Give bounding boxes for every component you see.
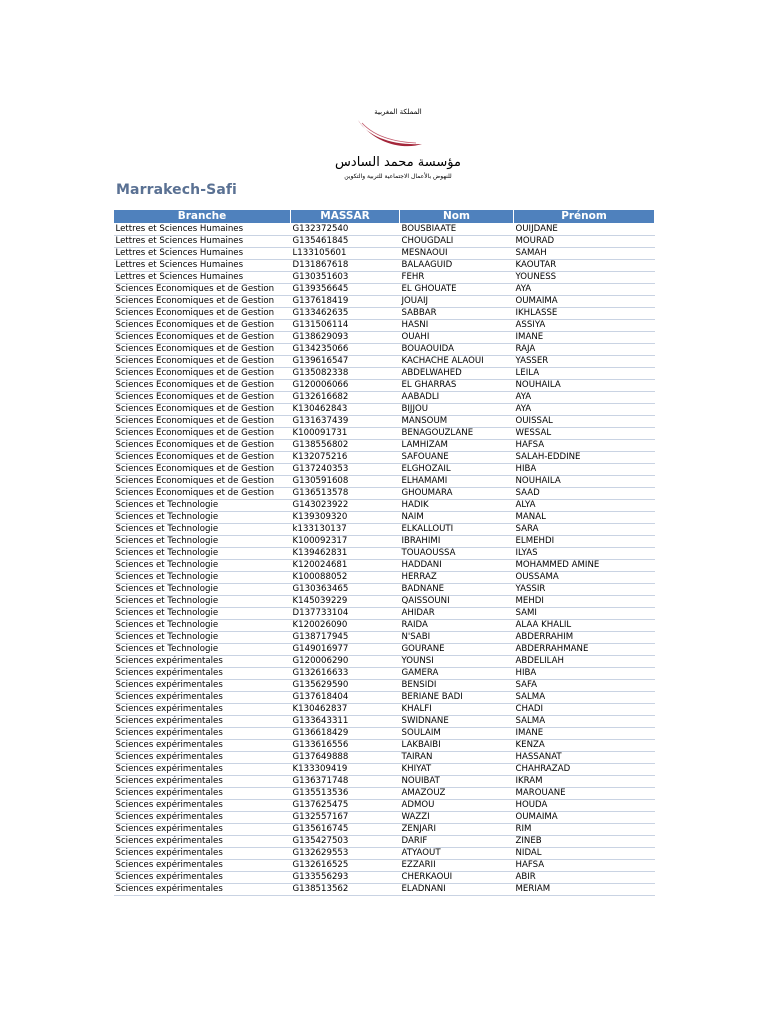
cell-prenom: ABDELILAH <box>514 656 655 668</box>
table-row <box>114 704 655 716</box>
logo-caption: المملكة المغربية <box>374 108 422 116</box>
cell-prenom: OUMAIMA <box>514 812 655 824</box>
cell-branche: Sciences expérimentales <box>114 704 291 716</box>
cell-branche: Lettres et Sciences Humaines <box>114 236 291 248</box>
cell-prenom: YASSER <box>514 356 655 368</box>
cell-prenom: AYA <box>514 404 655 416</box>
table-row <box>114 584 655 596</box>
table-row <box>114 368 655 380</box>
cell-massar: G138717945 <box>291 632 400 644</box>
cell-massar: G138513562 <box>291 884 400 896</box>
cell-nom: SWIDNANE <box>400 716 514 728</box>
table-row <box>114 392 655 404</box>
cell-branche: Sciences expérimentales <box>114 884 291 896</box>
cell-nom: AABADLI <box>400 392 514 404</box>
table-row <box>114 608 655 620</box>
cell-massar: G135616745 <box>291 824 400 836</box>
table-row <box>114 680 655 692</box>
cell-nom: KHIYAT <box>400 764 514 776</box>
table-row <box>114 752 655 764</box>
table-row <box>114 668 655 680</box>
cell-branche: Sciences expérimentales <box>114 740 291 752</box>
cell-nom: ELGHOZAIL <box>400 464 514 476</box>
cell-prenom: CHAHRAZAD <box>514 764 655 776</box>
cell-nom: LAKBAIBI <box>400 740 514 752</box>
cell-nom: TOUAOUSSA <box>400 548 514 560</box>
cell-prenom: KENZA <box>514 740 655 752</box>
table-row <box>114 788 655 800</box>
cell-prenom: SAMI <box>514 608 655 620</box>
cell-massar: G130363465 <box>291 584 400 596</box>
cell-prenom: MAROUANE <box>514 788 655 800</box>
cell-prenom: OUMAIMA <box>514 296 655 308</box>
cell-nom: CHERKAOUI <box>400 872 514 884</box>
cell-nom: ELHAMAMI <box>400 476 514 488</box>
cell-prenom: LEILA <box>514 368 655 380</box>
cell-branche: Lettres et Sciences Humaines <box>114 224 291 236</box>
column-header-nom: Nom <box>400 210 514 224</box>
table-row <box>114 512 655 524</box>
cell-massar: G135629590 <box>291 680 400 692</box>
cell-massar: G137618419 <box>291 296 400 308</box>
table-row <box>114 416 655 428</box>
cell-prenom: ABDERRAHMANE <box>514 644 655 656</box>
cell-massar: G132372540 <box>291 224 400 236</box>
cell-branche: Sciences Economiques et de Gestion <box>114 332 291 344</box>
cell-branche: Sciences Economiques et de Gestion <box>114 368 291 380</box>
table-row <box>114 488 655 500</box>
cell-branche: Sciences Economiques et de Gestion <box>114 380 291 392</box>
table-row <box>114 848 655 860</box>
cell-nom: EL GHARRAS <box>400 380 514 392</box>
cell-branche: Sciences Economiques et de Gestion <box>114 284 291 296</box>
cell-massar: K130462837 <box>291 704 400 716</box>
table-row <box>114 548 655 560</box>
cell-massar: G136618429 <box>291 728 400 740</box>
cell-nom: KHALFI <box>400 704 514 716</box>
cell-massar: G120006290 <box>291 656 400 668</box>
cell-massar: G137240353 <box>291 464 400 476</box>
cell-branche: Sciences expérimentales <box>114 860 291 872</box>
cell-massar: K132075216 <box>291 452 400 464</box>
cell-prenom: MEHDI <box>514 596 655 608</box>
cell-nom: SOULAIM <box>400 728 514 740</box>
cell-nom: EL GHOUATE <box>400 284 514 296</box>
table-row <box>114 404 655 416</box>
cell-prenom: NOUHAILA <box>514 380 655 392</box>
cell-branche: Sciences expérimentales <box>114 656 291 668</box>
cell-massar: G133616556 <box>291 740 400 752</box>
cell-massar: G135082338 <box>291 368 400 380</box>
cell-massar: G131506114 <box>291 320 400 332</box>
cell-branche: Sciences et Technologie <box>114 500 291 512</box>
cell-branche: Sciences expérimentales <box>114 836 291 848</box>
cell-prenom: MOURAD <box>514 236 655 248</box>
cell-prenom: MANAL <box>514 512 655 524</box>
cell-nom: TAIRAN <box>400 752 514 764</box>
table-row <box>114 692 655 704</box>
cell-branche: Sciences et Technologie <box>114 512 291 524</box>
logo-subtitle: للنهوض بالأعمال الاجتماعية للتربية والتكوين <box>344 173 452 180</box>
cell-branche: Sciences Economiques et de Gestion <box>114 476 291 488</box>
cell-nom: FEHR <box>400 272 514 284</box>
cell-prenom: MOHAMMED AMINE <box>514 560 655 572</box>
cell-branche: Sciences expérimentales <box>114 752 291 764</box>
cell-prenom: ASSIYA <box>514 320 655 332</box>
cell-prenom: HAFSA <box>514 860 655 872</box>
cell-massar: G137625475 <box>291 800 400 812</box>
cell-branche: Sciences et Technologie <box>114 608 291 620</box>
cell-massar: K139309320 <box>291 512 400 524</box>
cell-nom: HADDANI <box>400 560 514 572</box>
table-header-row <box>114 210 655 224</box>
cell-branche: Sciences et Technologie <box>114 548 291 560</box>
cell-prenom: OUISSAL <box>514 416 655 428</box>
table-row <box>114 284 655 296</box>
cell-nom: HERRAZ <box>400 572 514 584</box>
logo-name: مؤسسة محمد السادس <box>335 155 461 170</box>
cell-massar: K120024681 <box>291 560 400 572</box>
cell-prenom: ALYA <box>514 500 655 512</box>
cell-branche: Lettres et Sciences Humaines <box>114 260 291 272</box>
cell-prenom: SAFA <box>514 680 655 692</box>
table-row <box>114 464 655 476</box>
table-row <box>114 632 655 644</box>
cell-nom: MANSOUM <box>400 416 514 428</box>
table-row <box>114 644 655 656</box>
cell-massar: G138629093 <box>291 332 400 344</box>
table-row <box>114 236 655 248</box>
cell-branche: Sciences expérimentales <box>114 848 291 860</box>
cell-prenom: SAMAH <box>514 248 655 260</box>
cell-nom: BADNANE <box>400 584 514 596</box>
cell-massar: G137649888 <box>291 752 400 764</box>
table-row <box>114 872 655 884</box>
cell-prenom: ABDERRAHIM <box>514 632 655 644</box>
cell-prenom: OUIJDANE <box>514 224 655 236</box>
table-row <box>114 356 655 368</box>
cell-prenom: RIM <box>514 824 655 836</box>
cell-nom: AHIDAR <box>400 608 514 620</box>
cell-nom: ELKALLOUTI <box>400 524 514 536</box>
cell-nom: WAZZI <box>400 812 514 824</box>
table-row <box>114 272 655 284</box>
cell-nom: ATYAOUT <box>400 848 514 860</box>
cell-massar: G133643311 <box>291 716 400 728</box>
table-row <box>114 260 655 272</box>
cell-nom: YOUNSI <box>400 656 514 668</box>
cell-branche: Sciences Economiques et de Gestion <box>114 452 291 464</box>
table-row <box>114 428 655 440</box>
cell-prenom: YASSIR <box>514 584 655 596</box>
foundation-logo <box>318 104 478 182</box>
cell-branche: Sciences Economiques et de Gestion <box>114 356 291 368</box>
student-table <box>113 209 655 896</box>
cell-nom: JOUAIJ <box>400 296 514 308</box>
table-row <box>114 320 655 332</box>
cell-prenom: RAJA <box>514 344 655 356</box>
cell-branche: Sciences Economiques et de Gestion <box>114 428 291 440</box>
cell-branche: Sciences expérimentales <box>114 788 291 800</box>
cell-massar: G137618404 <box>291 692 400 704</box>
logo-swoosh <box>358 120 422 146</box>
cell-branche: Sciences Economiques et de Gestion <box>114 488 291 500</box>
cell-branche: Sciences et Technologie <box>114 584 291 596</box>
cell-prenom: HASSANAT <box>514 752 655 764</box>
cell-nom: HADIK <box>400 500 514 512</box>
cell-branche: Sciences expérimentales <box>114 716 291 728</box>
cell-prenom: ILYAS <box>514 548 655 560</box>
cell-massar: G132616633 <box>291 668 400 680</box>
table-row <box>114 812 655 824</box>
table-row <box>114 536 655 548</box>
table-row <box>114 800 655 812</box>
table-row <box>114 332 655 344</box>
table-row <box>114 620 655 632</box>
cell-nom: DARIF <box>400 836 514 848</box>
cell-massar: G134235066 <box>291 344 400 356</box>
cell-prenom: HOUDA <box>514 800 655 812</box>
cell-massar: G136371748 <box>291 776 400 788</box>
cell-branche: Lettres et Sciences Humaines <box>114 272 291 284</box>
cell-massar: L133105601 <box>291 248 400 260</box>
cell-massar: G135513536 <box>291 788 400 800</box>
cell-nom: ADMOU <box>400 800 514 812</box>
cell-nom: NAIM <box>400 512 514 524</box>
cell-prenom: IMANE <box>514 332 655 344</box>
cell-massar: D137733104 <box>291 608 400 620</box>
cell-massar: G138556802 <box>291 440 400 452</box>
cell-prenom: NIDAL <box>514 848 655 860</box>
cell-massar: G130351603 <box>291 272 400 284</box>
cell-massar: G132557167 <box>291 812 400 824</box>
cell-massar: G136513578 <box>291 488 400 500</box>
cell-massar: k133130137 <box>291 524 400 536</box>
cell-massar: G143023922 <box>291 500 400 512</box>
cell-prenom: HAFSA <box>514 440 655 452</box>
cell-nom: KACHACHE ALAOUI <box>400 356 514 368</box>
cell-nom: BOUSBIAATE <box>400 224 514 236</box>
cell-massar: G132616682 <box>291 392 400 404</box>
cell-massar: G132616525 <box>291 860 400 872</box>
cell-prenom: NOUHAILA <box>514 476 655 488</box>
cell-nom: BERIANE BADI <box>400 692 514 704</box>
cell-prenom: ZINEB <box>514 836 655 848</box>
cell-branche: Sciences et Technologie <box>114 572 291 584</box>
cell-nom: CHOUGDALI <box>400 236 514 248</box>
table-row <box>114 560 655 572</box>
cell-branche: Sciences expérimentales <box>114 692 291 704</box>
cell-branche: Sciences expérimentales <box>114 812 291 824</box>
table-row <box>114 884 655 896</box>
cell-branche: Sciences et Technologie <box>114 632 291 644</box>
table-row <box>114 824 655 836</box>
cell-nom: OUAHI <box>400 332 514 344</box>
cell-branche: Sciences et Technologie <box>114 620 291 632</box>
cell-branche: Sciences expérimentales <box>114 764 291 776</box>
cell-branche: Sciences Economiques et de Gestion <box>114 464 291 476</box>
table-row <box>114 716 655 728</box>
table-row <box>114 452 655 464</box>
cell-prenom: SALAH-EDDINE <box>514 452 655 464</box>
cell-branche: Sciences Economiques et de Gestion <box>114 308 291 320</box>
table-row <box>114 728 655 740</box>
cell-nom: BIJJOU <box>400 404 514 416</box>
cell-branche: Sciences Economiques et de Gestion <box>114 320 291 332</box>
cell-nom: QAISSOUNI <box>400 596 514 608</box>
cell-nom: BALAAGUID <box>400 260 514 272</box>
table-row <box>114 776 655 788</box>
column-header-branche: Branche <box>114 210 291 224</box>
table-row <box>114 344 655 356</box>
cell-massar: G133462635 <box>291 308 400 320</box>
cell-branche: Sciences et Technologie <box>114 560 291 572</box>
cell-prenom: SALMA <box>514 716 655 728</box>
cell-prenom: SALMA <box>514 692 655 704</box>
cell-branche: Sciences expérimentales <box>114 800 291 812</box>
table-row <box>114 524 655 536</box>
cell-branche: Sciences et Technologie <box>114 536 291 548</box>
cell-nom: BENSIDI <box>400 680 514 692</box>
cell-nom: EZZARII <box>400 860 514 872</box>
cell-nom: ZENJARI <box>400 824 514 836</box>
cell-prenom: HIBA <box>514 668 655 680</box>
cell-massar: G139616547 <box>291 356 400 368</box>
cell-massar: K133309419 <box>291 764 400 776</box>
cell-massar: K139462831 <box>291 548 400 560</box>
cell-prenom: ELMEHDI <box>514 536 655 548</box>
cell-branche: Sciences expérimentales <box>114 668 291 680</box>
cell-nom: MESNAOUI <box>400 248 514 260</box>
cell-prenom: MERIAM <box>514 884 655 896</box>
cell-nom: BOUAOUIDA <box>400 344 514 356</box>
cell-massar: G149016977 <box>291 644 400 656</box>
cell-prenom: AYA <box>514 392 655 404</box>
cell-prenom: HIBA <box>514 464 655 476</box>
cell-prenom: WESSAL <box>514 428 655 440</box>
cell-nom: ELADNANI <box>400 884 514 896</box>
cell-massar: K100091731 <box>291 428 400 440</box>
cell-prenom: IKRAM <box>514 776 655 788</box>
cell-nom: LAMHIZAM <box>400 440 514 452</box>
table-row <box>114 224 655 236</box>
cell-massar: G120006066 <box>291 380 400 392</box>
cell-nom: ABDELWAHED <box>400 368 514 380</box>
cell-branche: Sciences expérimentales <box>114 680 291 692</box>
cell-prenom: KAOUTAR <box>514 260 655 272</box>
cell-branche: Sciences expérimentales <box>114 872 291 884</box>
cell-prenom: AYA <box>514 284 655 296</box>
cell-prenom: OUSSAMA <box>514 572 655 584</box>
cell-massar: K100092317 <box>291 536 400 548</box>
cell-nom: BENAGOUZLANE <box>400 428 514 440</box>
cell-nom: HASNI <box>400 320 514 332</box>
cell-prenom: IKHLASSE <box>514 308 655 320</box>
cell-branche: Sciences expérimentales <box>114 824 291 836</box>
table-row <box>114 308 655 320</box>
column-header-prenom: Prénom <box>514 210 655 224</box>
cell-branche: Sciences et Technologie <box>114 596 291 608</box>
table-row <box>114 440 655 452</box>
cell-nom: N'SABI <box>400 632 514 644</box>
table-row <box>114 860 655 872</box>
column-header-massar: MASSAR <box>291 210 400 224</box>
table-row <box>114 248 655 260</box>
cell-branche: Sciences expérimentales <box>114 776 291 788</box>
cell-prenom: ALAA KHALIL <box>514 620 655 632</box>
cell-prenom: SAAD <box>514 488 655 500</box>
table-row <box>114 476 655 488</box>
cell-nom: GOURANE <box>400 644 514 656</box>
cell-branche: Sciences Economiques et de Gestion <box>114 296 291 308</box>
cell-prenom: CHADI <box>514 704 655 716</box>
cell-massar: K120026090 <box>291 620 400 632</box>
cell-massar: G139356645 <box>291 284 400 296</box>
table-row <box>114 656 655 668</box>
cell-branche: Sciences Economiques et de Gestion <box>114 416 291 428</box>
cell-branche: Lettres et Sciences Humaines <box>114 248 291 260</box>
cell-massar: G130591608 <box>291 476 400 488</box>
cell-massar: G132629553 <box>291 848 400 860</box>
cell-branche: Sciences et Technologie <box>114 524 291 536</box>
cell-branche: Sciences expérimentales <box>114 728 291 740</box>
cell-branche: Sciences Economiques et de Gestion <box>114 440 291 452</box>
cell-massar: D131867618 <box>291 260 400 272</box>
table-row <box>114 836 655 848</box>
cell-massar: G131637439 <box>291 416 400 428</box>
table-row <box>114 296 655 308</box>
region-title: Marrakech-Safi <box>116 182 237 198</box>
cell-nom: SABBAR <box>400 308 514 320</box>
cell-nom: RAIDA <box>400 620 514 632</box>
cell-massar: K130462843 <box>291 404 400 416</box>
table-row <box>114 596 655 608</box>
table-row <box>114 500 655 512</box>
table-row <box>114 380 655 392</box>
cell-massar: G133556293 <box>291 872 400 884</box>
cell-prenom: IMANE <box>514 728 655 740</box>
cell-nom: IBRAHIMI <box>400 536 514 548</box>
cell-massar: K145039229 <box>291 596 400 608</box>
table-row <box>114 740 655 752</box>
cell-massar: K100088052 <box>291 572 400 584</box>
cell-massar: G135461845 <box>291 236 400 248</box>
cell-nom: AMAZOUZ <box>400 788 514 800</box>
cell-nom: GAMERA <box>400 668 514 680</box>
cell-branche: Sciences et Technologie <box>114 644 291 656</box>
table-row <box>114 572 655 584</box>
cell-branche: Sciences Economiques et de Gestion <box>114 344 291 356</box>
cell-nom: NOUIBAT <box>400 776 514 788</box>
cell-massar: G135427503 <box>291 836 400 848</box>
cell-nom: GHOUMARA <box>400 488 514 500</box>
cell-prenom: ABIR <box>514 872 655 884</box>
cell-prenom: YOUNESS <box>514 272 655 284</box>
cell-nom: SAFOUANE <box>400 452 514 464</box>
cell-branche: Sciences Economiques et de Gestion <box>114 392 291 404</box>
table-row <box>114 764 655 776</box>
cell-prenom: SARA <box>514 524 655 536</box>
cell-branche: Sciences Economiques et de Gestion <box>114 404 291 416</box>
